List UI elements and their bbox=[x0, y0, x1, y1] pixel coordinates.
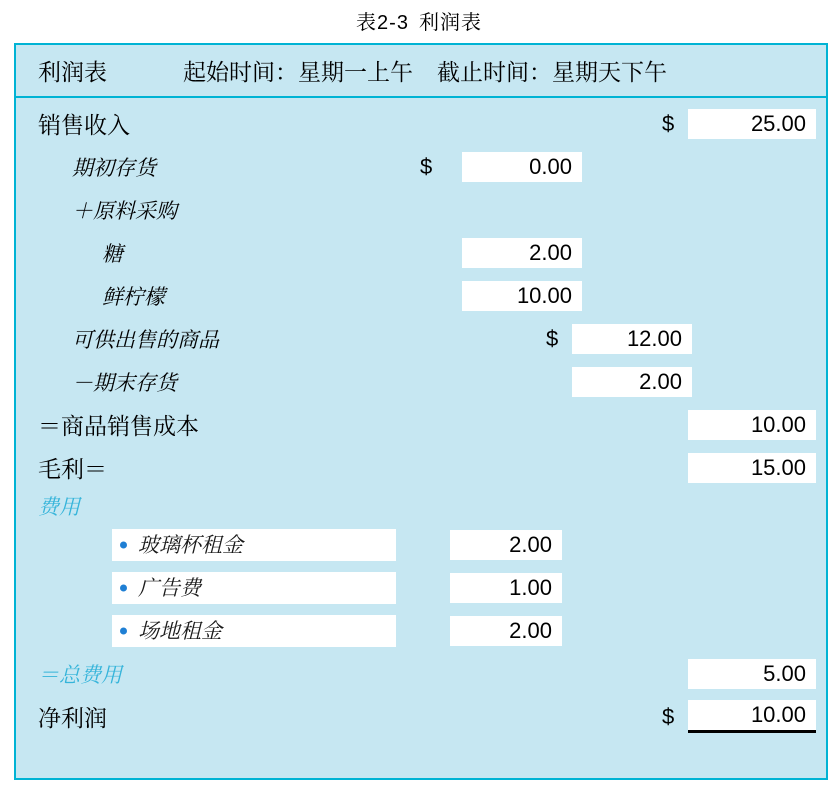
expense-value-venue-rental[interactable]: 2.00 bbox=[450, 616, 562, 646]
row-label-raw-material-purchases: ＋原料采购 bbox=[72, 198, 177, 223]
row-value-total-expenses[interactable]: 5.00 bbox=[688, 659, 816, 689]
expense-item-advertising[interactable] bbox=[112, 572, 396, 604]
row-value-sugar[interactable]: 2.00 bbox=[462, 238, 582, 268]
row-label-sugar: 糖 bbox=[102, 241, 123, 266]
table-row bbox=[16, 188, 826, 231]
header-end-time: 截止时间：星期天下午 bbox=[437, 60, 667, 85]
table-caption bbox=[0, 0, 838, 43]
caption-number: 表2-3 bbox=[356, 12, 409, 34]
table-row bbox=[16, 403, 826, 446]
table-row bbox=[16, 360, 826, 403]
table-row bbox=[16, 523, 826, 566]
row-label-net-profit: 净利润 bbox=[38, 706, 107, 731]
row-label-gross-profit: 毛利＝ bbox=[38, 457, 107, 482]
row-label-fresh-lemons: 鲜柠檬 bbox=[102, 284, 165, 309]
row-value-gross-profit[interactable]: 15.00 bbox=[688, 453, 816, 483]
row-dollar-net-profit: $ bbox=[662, 703, 675, 729]
expense-label-venue-rental: 场地租金 bbox=[138, 618, 222, 643]
expense-item-glass-rental[interactable] bbox=[112, 529, 396, 561]
row-label-sales-revenue: 销售收入 bbox=[38, 113, 130, 138]
table-row bbox=[16, 566, 826, 609]
row-value-sales-revenue[interactable]: 25.00 bbox=[688, 109, 816, 139]
table-row bbox=[16, 231, 826, 274]
row-value-net-profit[interactable]: 10.00 bbox=[688, 700, 816, 733]
caption-text: 利润表 bbox=[418, 12, 482, 34]
row-label-ending-inventory: －期末存货 bbox=[72, 370, 177, 395]
bullet-icon bbox=[120, 627, 127, 634]
row-value-ending-inventory[interactable]: 2.00 bbox=[572, 367, 692, 397]
table-row bbox=[16, 145, 826, 188]
table-row bbox=[16, 652, 826, 695]
table-row bbox=[16, 489, 826, 523]
table-row bbox=[16, 317, 826, 360]
row-dollar-sales-revenue: $ bbox=[662, 110, 675, 136]
header-start-time: 起始时间：星期一上午 bbox=[183, 60, 413, 85]
expense-item-venue-rental[interactable] bbox=[112, 615, 396, 647]
expense-value-glass-rental[interactable]: 2.00 bbox=[450, 530, 562, 560]
row-label-expenses-heading: 费用 bbox=[38, 495, 80, 519]
header-title: 利润表 bbox=[38, 60, 107, 85]
row-value-fresh-lemons[interactable]: 10.00 bbox=[462, 281, 582, 311]
table-row bbox=[16, 274, 826, 317]
expense-value-advertising[interactable]: 1.00 bbox=[450, 573, 562, 603]
bullet-icon bbox=[120, 541, 127, 548]
row-dollar-beginning-inventory: $ bbox=[420, 153, 433, 179]
row-value-beginning-inventory[interactable]: 0.00 bbox=[462, 152, 582, 182]
expense-label-glass-rental: 玻璃杯租金 bbox=[138, 532, 243, 557]
row-label-total-expenses: ＝总费用 bbox=[38, 662, 122, 687]
table-row bbox=[16, 609, 826, 652]
row-value-cost-of-goods-sold[interactable]: 10.00 bbox=[688, 410, 816, 440]
table-body bbox=[16, 98, 826, 738]
row-label-cost-of-goods-sold: ＝商品销售成本 bbox=[38, 414, 199, 439]
row-label-beginning-inventory: 期初存货 bbox=[72, 155, 156, 180]
table-row bbox=[16, 102, 826, 145]
bullet-icon bbox=[120, 584, 127, 591]
table-row bbox=[16, 446, 826, 489]
row-dollar-goods-available-for-sale: $ bbox=[546, 325, 559, 351]
row-label-goods-available-for-sale: 可供出售的商品 bbox=[72, 327, 219, 352]
row-value-goods-available-for-sale[interactable]: 12.00 bbox=[572, 324, 692, 354]
income-statement-table bbox=[14, 43, 828, 780]
table-header-row bbox=[16, 45, 826, 98]
table-row bbox=[16, 695, 826, 738]
expense-label-advertising: 广告费 bbox=[138, 575, 201, 600]
